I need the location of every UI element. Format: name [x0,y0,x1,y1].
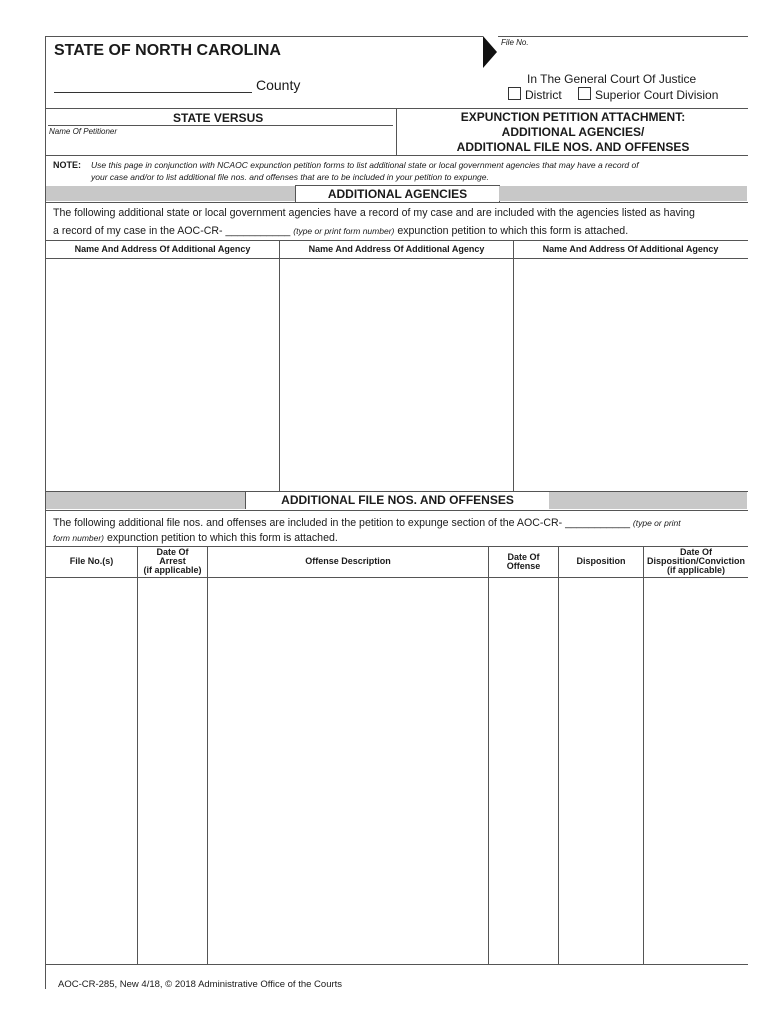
offenses-heading-bottom [45,510,748,511]
offenses-text-line-2b: expunction petition to which this form is attached. [106,532,338,544]
agencies-heading-bar-right [499,186,747,201]
district-option[interactable] [508,87,562,102]
case-divider-vertical [396,108,397,155]
superior-label: Superior Court Division [595,88,719,102]
offense-date-header-line-2: Offense [506,561,541,571]
agency-column-header-3: Name And Address Of Additional Agency [542,244,719,254]
arrest-header-line-3: (if applicable) [143,565,202,575]
agencies-heading: ADDITIONAL AGENCIES [295,185,500,202]
agencies-heading-bottom [45,202,748,203]
offenses-text-line-1 [53,517,681,529]
agencies-heading-bar-left [46,186,295,201]
form-title-line-1: EXPUNCTION PETITION ATTACHMENT: [460,110,686,124]
footer-text: AOC-CR-285, New 4/18, © 2018 Administrative Office of the Courts [58,979,343,990]
agencies-header-bottom [45,258,748,259]
agencies-text-line-2b: expunction petition to which this form is attached. [397,225,629,237]
arrest-header [138,548,207,575]
agencies-text-line-2 [53,225,628,237]
offense-date-header [489,553,558,571]
form-top-border [45,36,483,37]
note-line-2: your case and/or to list additional file nos. and offenses that are to be included in your petition to expunge. [91,172,489,182]
agency-column-header-2: Name And Address Of Additional Agency [308,244,485,254]
state-title: STATE OF NORTH CAROLINA [54,42,281,59]
note-top-divider [45,155,748,156]
arrest-header-line-1: Date Of [156,547,189,557]
county-field[interactable] [54,74,252,93]
state-versus-label: STATE VERSUS [173,111,264,125]
offense-date-entry[interactable] [490,579,557,963]
superior-checkbox[interactable] [578,87,591,100]
file-no-label: File No. [501,38,529,47]
superior-option[interactable] [578,87,718,102]
county-label: County [256,77,301,93]
offense-date-header-line-1: Date Of [507,552,540,562]
agency-column-header-1: Name And Address Of Additional Agency [74,244,251,254]
offense-description-header: Offense Description [305,556,391,566]
offense-description-entry[interactable] [209,579,487,963]
agency-entry-1[interactable] [47,260,278,490]
offenses-col-divider-2 [207,546,208,964]
file-nos-entry[interactable] [47,579,136,963]
district-checkbox[interactable] [508,87,521,100]
note-line-1: Use this page in conjunction with NCAOC expunction petition forms to list additional state or local government agencies that may have a record of [91,160,639,170]
conviction-header-line-2: Disposition/Conviction [647,556,745,566]
form-title-line-3: ADDITIONAL FILE NOS. AND OFFENSES [456,140,690,154]
offenses-heading: ADDITIONAL FILE NOS. AND OFFENSES [245,492,550,509]
agency-entry-2[interactable] [281,260,512,490]
agencies-col-divider-1 [279,240,280,491]
offenses-col-divider-4 [558,546,559,964]
form-top-border-right [498,36,748,37]
form-left-border [45,36,46,989]
offenses-table-bottom [45,964,748,965]
agencies-table-top [45,240,748,241]
district-label: District [525,88,562,102]
offenses-col-divider-1 [137,546,138,964]
agency-entry-3[interactable] [515,260,746,490]
petitioner-label: Name Of Petitioner [49,127,118,136]
offenses-col-divider-5 [643,546,644,964]
offenses-form-number-hint-1: (type or print [632,518,681,528]
file-nos-header: File No.(s) [69,556,114,566]
disposition-entry[interactable] [560,579,642,963]
form-title-line-2: ADDITIONAL AGENCIES/ [501,125,645,139]
disposition-header: Disposition [576,556,626,566]
offenses-col-divider-3 [488,546,489,964]
conviction-date-entry[interactable] [645,579,747,963]
arrest-header-line-2: Arrest [159,556,186,566]
note-label: NOTE: [53,160,81,170]
conviction-date-header [644,548,748,575]
offenses-heading-bar-right [549,492,747,509]
agencies-col-divider-2 [513,240,514,491]
court-line: In The General Court Of Justice [527,72,697,86]
file-no-field[interactable] [540,38,745,62]
offenses-text-line-1a: The following additional file nos. and offenses are included in the petition to expunge section of the AOC-CR- ___________ [53,517,630,529]
offenses-heading-bar-left [46,492,245,509]
file-no-flag-icon [483,36,497,68]
arrest-date-entry[interactable] [139,579,206,963]
offenses-text-line-2 [53,532,338,544]
conviction-header-line-1: Date Of [679,547,712,557]
agencies-form-number-hint: (type or print form number) [293,226,395,236]
conviction-header-line-3: (if applicable) [666,565,725,575]
agencies-text-line-2a: a record of my case in the AOC-CR- ___________ [53,225,291,237]
offenses-form-number-hint-2: form number) [53,533,105,543]
agencies-text-line-1: The following additional state or local government agencies have a record of my case and are included with the agencies listed as having [53,207,695,219]
